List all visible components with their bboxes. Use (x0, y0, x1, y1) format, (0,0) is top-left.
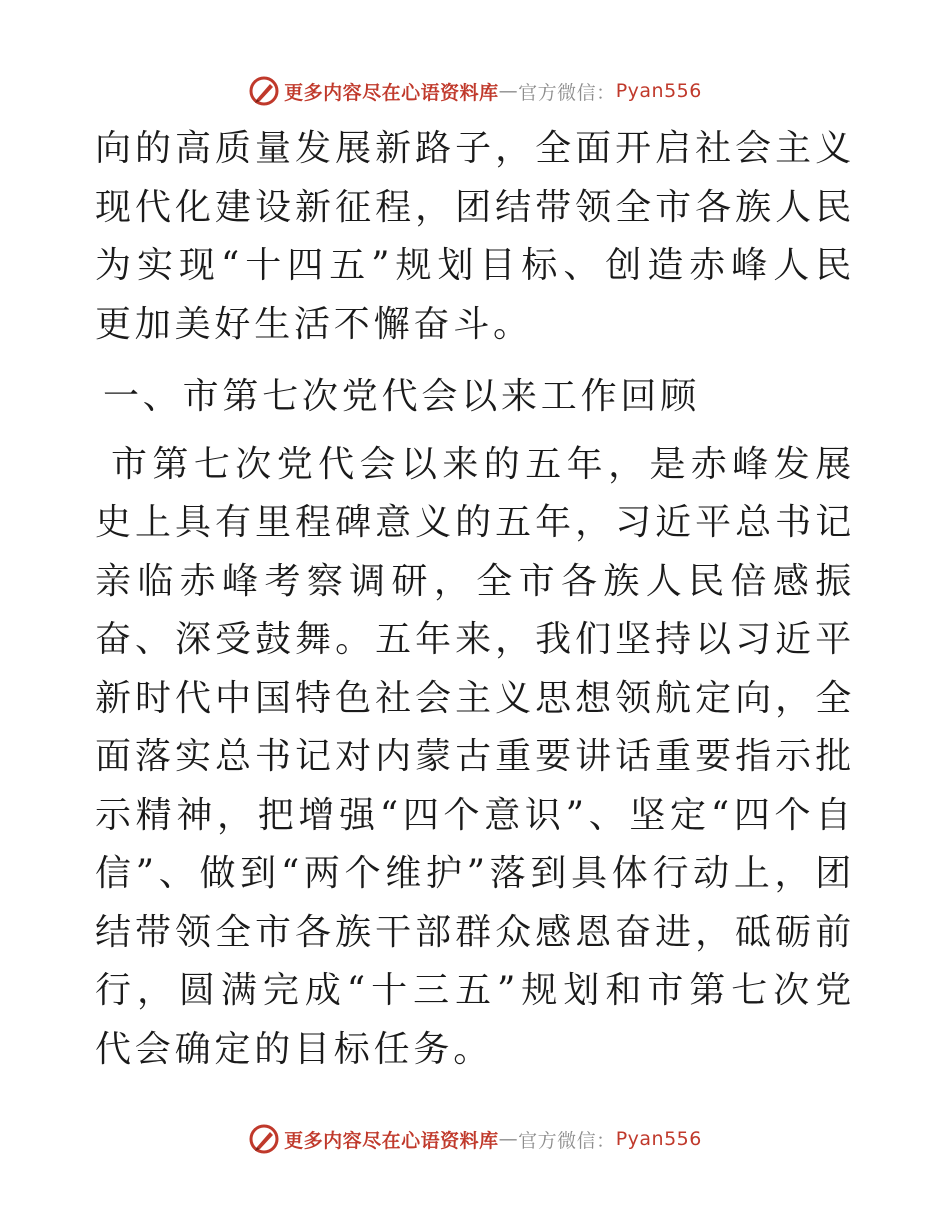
footer-wechat-id: Pyan556 (615, 1128, 702, 1150)
banner-wechat-id: Pyan556 (615, 80, 702, 102)
quill-pen-seal-icon (248, 1123, 280, 1155)
banner-brand-text: 更多内容尽在心语资料库 (284, 81, 499, 104)
header-banner (0, 71, 950, 111)
footer-wechat-label: 官方微信： (518, 1129, 616, 1152)
footer-banner (0, 1119, 950, 1159)
footer-brand-text: 更多内容尽在心语资料库 (284, 1129, 499, 1152)
footer-separator: — (498, 1128, 519, 1150)
body-paragraph: 市第七次党代会以来的五年，是赤峰发展史上具有里程碑意义的五年，习近平总书记亲临赤峰考察调研，全市各族人民倍感振奋、深受鼓舞。五年来，我们坚持以习近平新时代中国特色社会主义思想领航定向，全面落实总书记对内蒙古重要讲话重要指示批示精神，把增强“四个意识”、坚定“四个自信”、做到“两个维护”落到具体行动上，团结带领全市各族干部群众感恩奋进，砥砺前行，圆满完成“十三五”规划和市第七次党代会确定的目标任务。 (95, 443, 855, 1070)
document-body (95, 120, 855, 1079)
quill-pen-seal-icon (248, 75, 280, 107)
section-heading: 一、市第七次党代会以来工作回顾 (103, 376, 701, 417)
banner-separator: — (498, 80, 519, 102)
body-paragraph: 向的高质量发展新路子，全面开启社会主义现代化建设新征程，团结带领全市各族人民为实现“十四五”规划目标、创造赤峰人民更加美好生活不懈奋斗。 (95, 128, 855, 345)
banner-wechat-label: 官方微信： (518, 81, 616, 104)
